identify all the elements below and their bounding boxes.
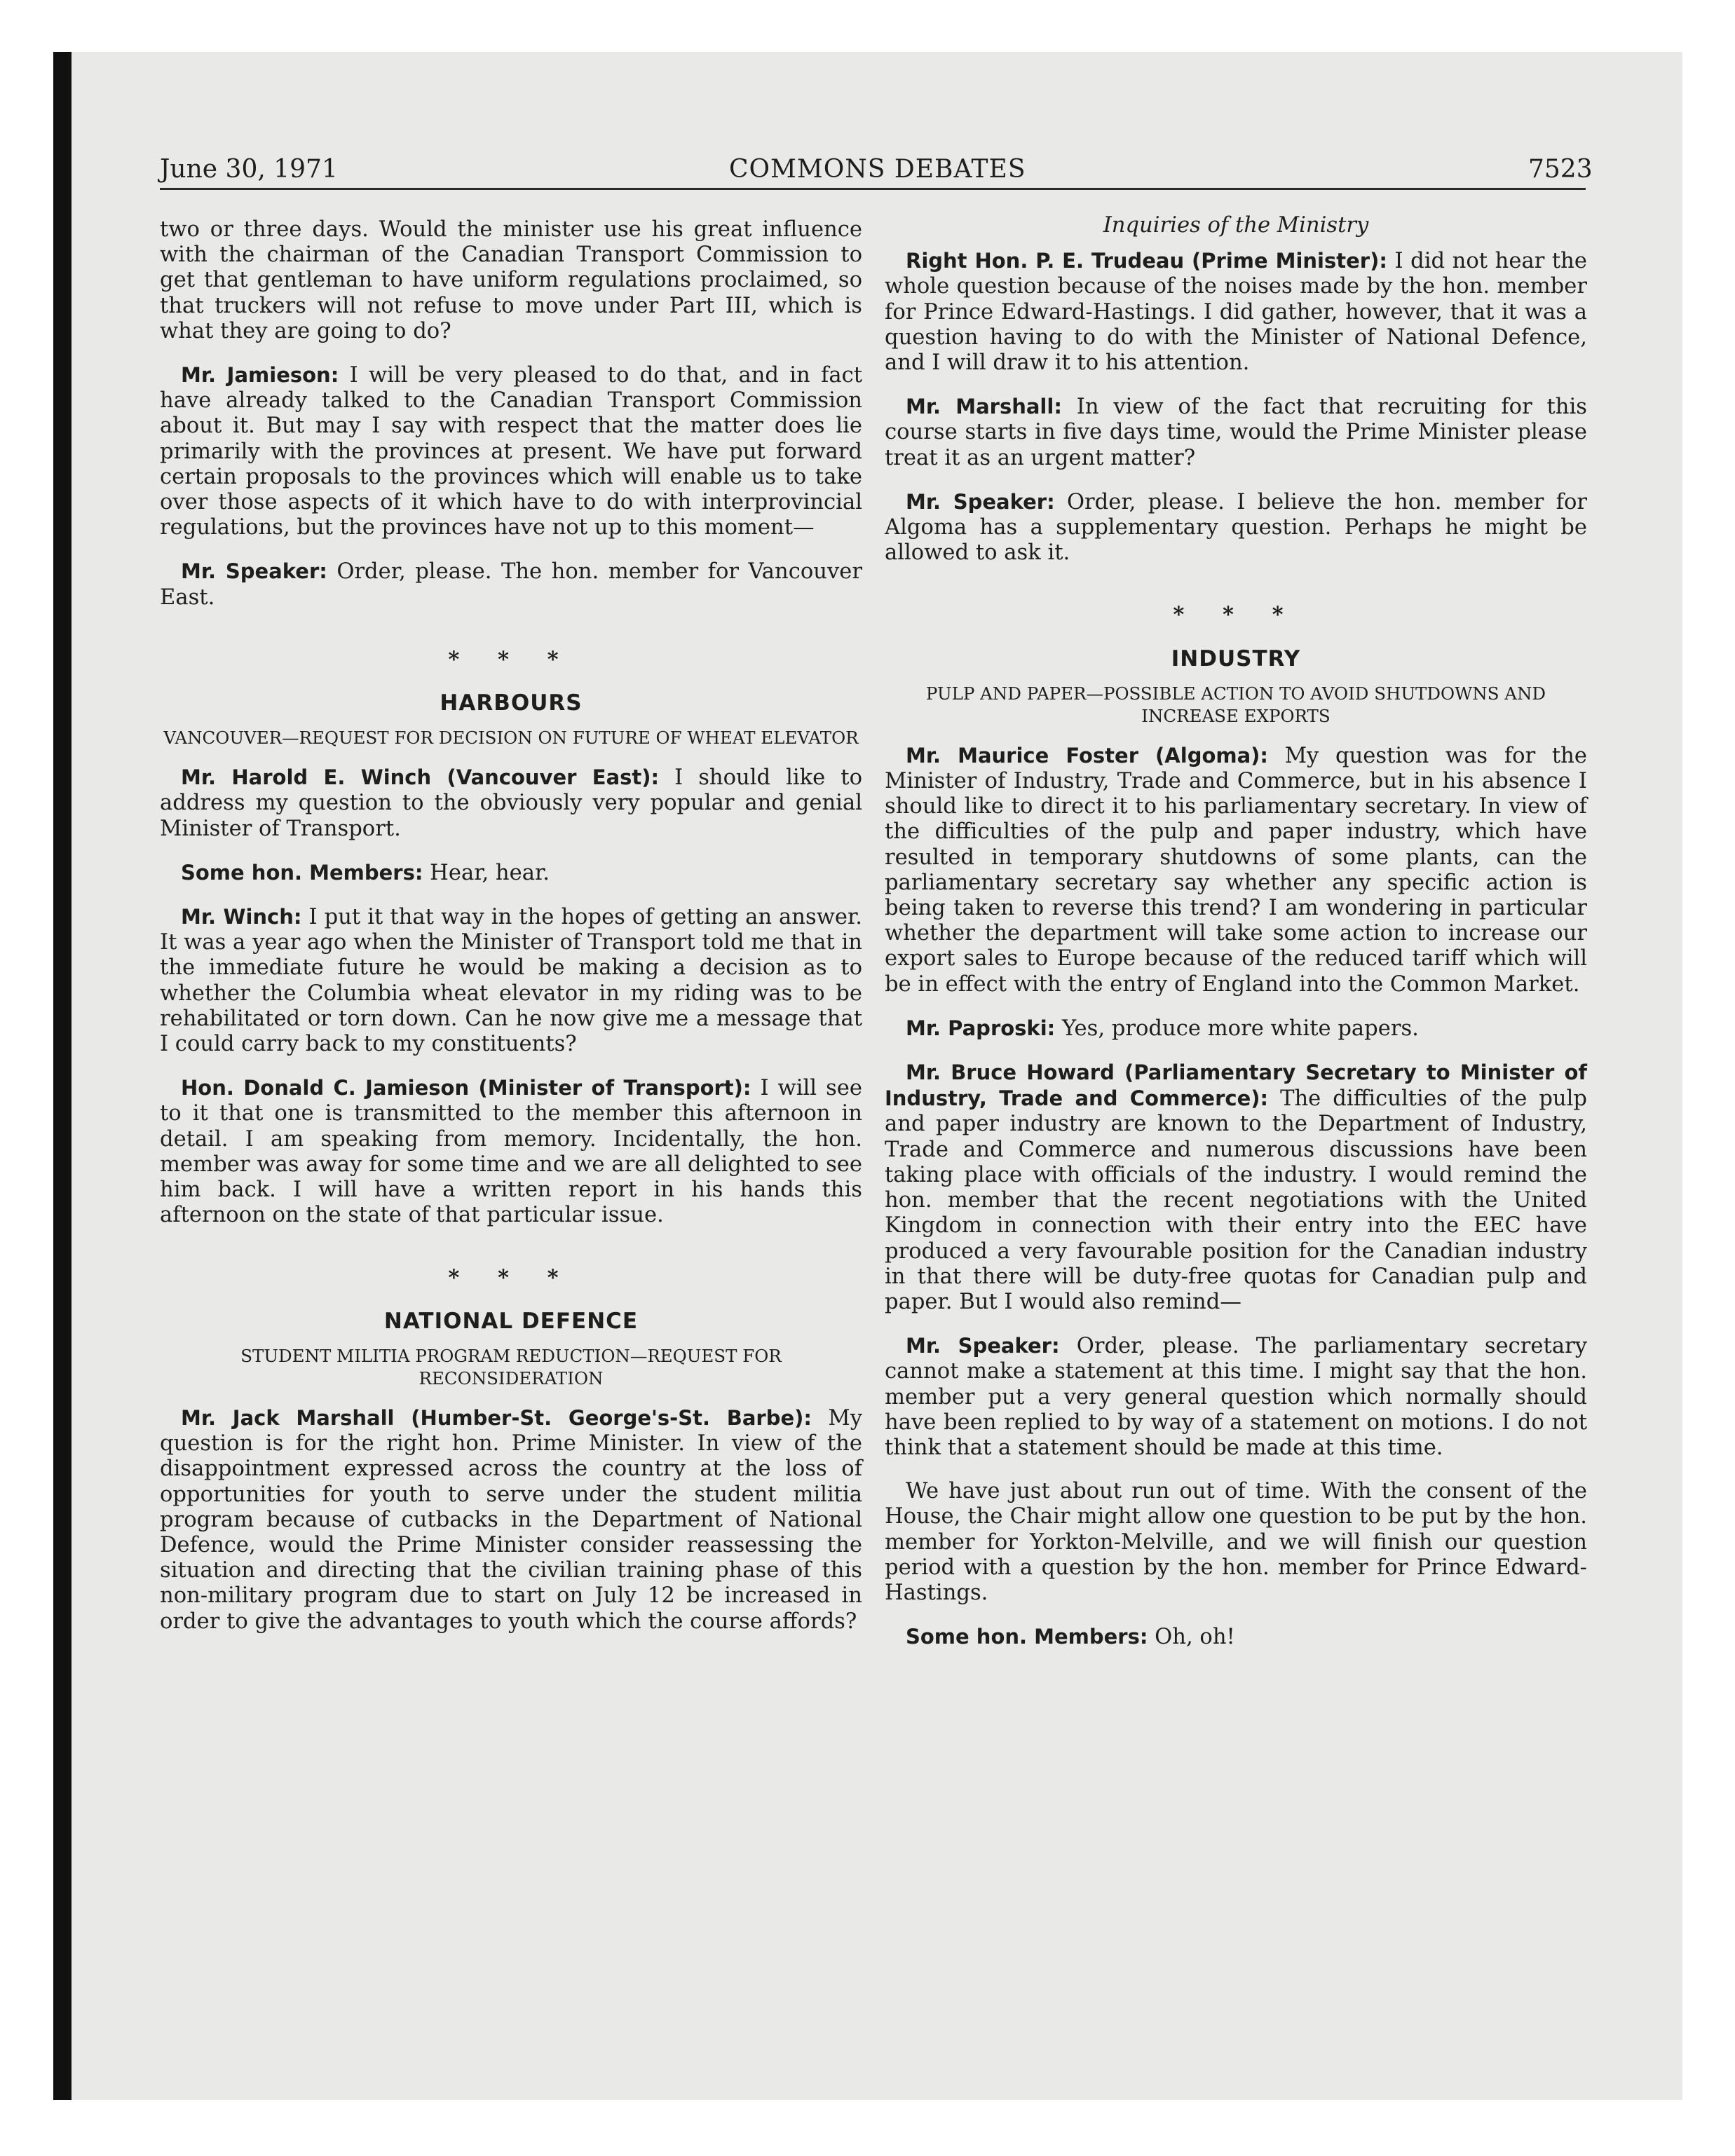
section-subheading: VANCOUVER—REQUEST FOR DECISION ON FUTURE OF WHEAT ELEVATOR bbox=[163, 728, 859, 749]
right-column bbox=[885, 213, 1587, 1668]
speech: I will see to it that one is transmitted to the member this afternoon in detail. I am speaking from memory. Incidentally, the hon. member was away for some time and we are all delighted to see him back. I will have a written report in his hands this afternoon on the state of that particular issue. bbox=[160, 1076, 862, 1228]
speaker: Mr. Winch: bbox=[181, 905, 302, 929]
paragraph bbox=[160, 904, 862, 1057]
paragraph bbox=[160, 362, 862, 540]
paragraph bbox=[160, 860, 862, 886]
speaker: Mr. Jack Marshall (Humber-St. George's-St. Barbe): bbox=[181, 1405, 812, 1430]
section-heading: NATIONAL DEFENCE bbox=[383, 1308, 639, 1334]
speaker: Some hon. Members: bbox=[906, 1625, 1148, 1649]
left-column bbox=[160, 217, 862, 1653]
paragraph bbox=[885, 394, 1587, 471]
speech: My question was for the Minister of Industry, Trade and Commerce, but in his absence I should like to direct it to his parliamentary secretary. In view of the difficulties of the pulp and paper industry, which have resulted in temporary shutdowns of some plants, can the parliamentary secretary say whether any specific action is being taken to reverse this trend? I am wondering in particular whether the department will take some action to increase our export sales to Europe because of the reduced tariff which will be in effect with the entry of England into the Common Market. bbox=[885, 743, 1587, 997]
paragraph bbox=[885, 1060, 1587, 1315]
speech: Hear, hear. bbox=[423, 860, 550, 885]
speech: I did not hear the whole question because of the noises made by the hon. member for Prince Edward-Hastings. I did gather, however, that it was a question having to do with the Minister of National Defence, and I will draw it to his attention. bbox=[885, 249, 1587, 376]
section-separator: * * * bbox=[448, 646, 574, 672]
section-separator: * * * bbox=[1173, 602, 1299, 628]
paragraph bbox=[885, 248, 1587, 376]
speech: Yes, produce more white papers. bbox=[1055, 1016, 1419, 1041]
speaker: Hon. Donald C. Jamieson (Minister of Transport): bbox=[181, 1076, 751, 1100]
page-number: 7523 bbox=[1528, 155, 1593, 184]
section-heading: INDUSTRY bbox=[1171, 646, 1301, 671]
header-title: COMMONS DEBATES bbox=[729, 155, 1026, 184]
section-subheading: STUDENT MILITIA PROGRAM REDUCTION—REQUEST FOR RECONSIDERATION bbox=[240, 1345, 782, 1389]
speaker: Mr. Speaker: bbox=[181, 559, 327, 584]
paragraph: two or three days. Would the minister use his great influence with the chairman of the Canadian Transport Commission to get that gentleman to have uniform regulations proclaimed, so that truckers will not refuse to move under Part III, which is what they are going to do? bbox=[160, 217, 862, 343]
speaker: Right Hon. P. E. Trudeau (Prime Minister): bbox=[906, 249, 1387, 273]
speech: Oh, oh! bbox=[1148, 1625, 1235, 1650]
speech: I put it that way in the hopes of getting an answer. It was a year ago when the Minister of Transport told me that in the immediate future he would be making a decision as to whether the Columbia wheat elevator in my riding was to be rehabilitated or torn down. Can he now give me a message that I could carry back to my constituents? bbox=[160, 905, 862, 1057]
paragraph bbox=[160, 1075, 862, 1228]
section-subheading: PULP AND PAPER—POSSIBLE ACTION TO AVOID SHUTDOWNS AND INCREASE EXPORTS bbox=[925, 683, 1546, 726]
speech: I will be very pleased to do that, and in fact have already talked to the Canadian Transport Commission about it. But may I say with respect that the matter does lie primarily with the provinces at present. We have put forward certain proposals to the provinces which will enable us to take over those aspects of it which have to do with interprovincial regulations, but the provinces have not up to this moment— bbox=[160, 363, 862, 540]
paragraph bbox=[885, 1333, 1587, 1461]
running-head: Inquiries of the Ministry bbox=[1103, 213, 1369, 238]
speaker: Mr. Bruce Howard (Parliamentary Secretary to Minister of Industry, Trade and Commerce): bbox=[885, 1060, 1587, 1111]
paragraph bbox=[160, 1405, 862, 1635]
section-separator: * * * bbox=[448, 1264, 574, 1290]
speech: The difficulties of the pulp and paper industry are known to the Department of Industry, Trade and Commerce and numerous discussions have been taking place with officials of the industry. I would remind the hon. member that the recent negotiations with the United Kingdom in connection with their entry into the EEC have produced a very favourable position for the Canadian industry in that there will be duty-free quotas for Canadian pulp and paper. But I would also remind— bbox=[885, 1086, 1587, 1314]
paragraph bbox=[885, 489, 1587, 566]
speaker: Mr. Jamieson: bbox=[181, 363, 339, 388]
speaker: Mr. Maurice Foster (Algoma): bbox=[906, 743, 1269, 767]
paragraph bbox=[160, 765, 862, 842]
speech: In view of the fact that recruiting for this course starts in five days time, would the Prime Minister please treat it as an urgent matter? bbox=[885, 395, 1587, 470]
speaker: Mr. Paproski: bbox=[906, 1016, 1056, 1040]
speaker: Mr. Harold E. Winch (Vancouver East): bbox=[181, 765, 660, 790]
paragraph: We have just about run out of time. With the consent of the House, the Chair might allow one question to be put by the hon. member for Yorkton-Melville, and we will finish our question period with a question by the hon. member for Prince Edward-Hastings. bbox=[885, 1479, 1587, 1605]
header-rule bbox=[160, 188, 1586, 190]
paragraph bbox=[885, 1624, 1587, 1650]
speech: I should like to address my question to the obviously very popular and genial Minister of Transport. bbox=[160, 765, 862, 841]
paragraph bbox=[160, 559, 862, 610]
speech: Order, please. The hon. member for Vancouver East. bbox=[160, 559, 862, 610]
speaker: Some hon. Members: bbox=[181, 860, 423, 885]
speech: Order, please. I believe the hon. member for Algoma has a supplementary question. Perhaps he might be allowed to ask it. bbox=[885, 489, 1587, 566]
speech: My question is for the right hon. Prime Minister. In view of the disappointment expressed across the country at the loss of opportunities for youth to serve under the student militia program because of cutbacks in the Department of National Defence, would the Prime Minister consider reassessing the situation and directing that the civilian training phase of this non-military program due to start on July 12 be increased in order to give the advantages to youth which the course affords? bbox=[160, 1405, 862, 1634]
paragraph bbox=[885, 743, 1587, 997]
speaker: Mr. Speaker: bbox=[906, 1334, 1060, 1358]
section-heading: HARBOURS bbox=[440, 690, 583, 716]
speech: Order, please. The parliamentary secretary cannot make a statement at this time. I might say that the hon. member put a very general question which normally should have been replied to by way of a statement on motions. I do not think that a statement should be made at this time. bbox=[885, 1334, 1587, 1460]
header-date: June 30, 1971 bbox=[160, 155, 338, 184]
speaker: Mr. Speaker: bbox=[906, 489, 1055, 514]
paragraph bbox=[885, 1016, 1587, 1042]
speaker: Mr. Marshall: bbox=[906, 395, 1062, 419]
